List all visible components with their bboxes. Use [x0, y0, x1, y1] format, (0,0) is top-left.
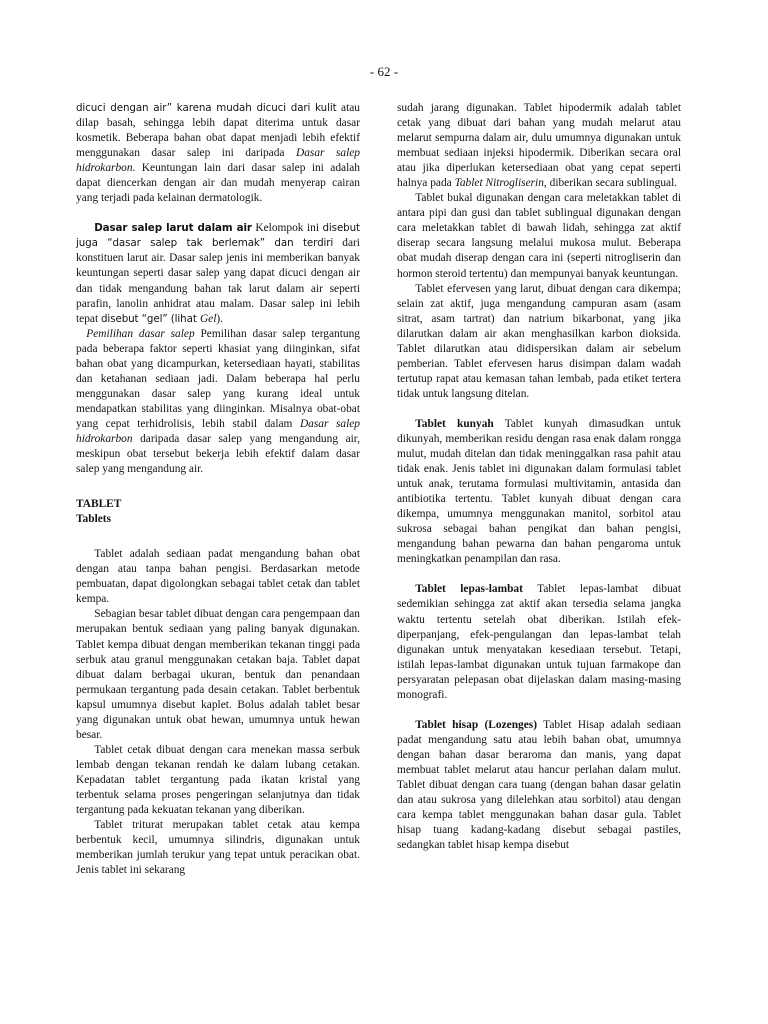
paragraph-pemilihan-dasar-salep: Pemilihan dasar salep Pemilihan dasar salep tergantung pada beberapa faktor seperti khasiat yang diinginkan, sifat bahan obat yang dicampurkan, ketersediaan hayati, stabilitas dan ketahanan sediaan jadi. Dalam beberapa hal perlu menggunakan dasar salep yang kurang ideal untuk mendapatkan stabilitas yang diinginkan. Misalnya obat-obat yang cepat terhidrolisis, lebih stabil dalam Dasar salep hidrokarbon daripada dasar salep yang mengandung air, meskipun obat tersebut bekerja lebih efektif dalam dasar salep yang mengandung air. — [76, 327, 360, 476]
paragraph-dasar-salep-larut-air: Dasar salep larut dalam air Kelompok ini disebut juga “dasar salep tak berlemak” dan terdiri dari konstituen larut air. Dasar salep jenis ini memberikan banyak keuntungan seperti dasar salep yang dapat dicuci dengan air dan tidak mengandung bahan tak larut dalam air seperti parafin, lanolin anhidrat atau malam. Dasar salep ini lebih tepat disebut “gel” (lihat Gel). — [76, 222, 360, 325]
paragraph-tablet-lepas-lambat: Tablet lepas-lambat Tablet lepas-lambat dibuat sedemikian sehingga zat aktif akan tersedia selama jangka waktu tertentu setelah obat diberikan. Istilah efek-diperpanjang, efek-pengulangan dan lepas-lambat telah digunakan untuk menyatakan kesediaan tersebut. Tetapi, istilah lepas-lambat digunakan untuk tujuan farmakope dan persyaratan pelepasan obat dijelaskan dalam masing-masing monografi. — [397, 583, 681, 701]
paragraph-tablet-definition: Tablet adalah sediaan padat mengandung bahan obat dengan atau tanpa bahan pengisi. Berdasarkan metode pembuatan, dapat digolongkan sebagai tablet cetak dan tablet kempa. — [76, 548, 360, 606]
paragraph-tablet-cetak: Tablet cetak dibuat dengan cara menekan massa serbuk lembab dengan tekanan rendah ke dalam lubang cetakan. Kepadatan tablet tergantung pada ikatan kristal yang terbentuk selama proses pengeringan selanjutnya dan tidak tergantung pada kekuatan tekanan yang diberikan. — [76, 743, 360, 817]
paragraph-tablet-hipodermik: sudah jarang digunakan. Tablet hipodermik adalah tablet cetak yang dibuat dari bahan yang mudah melarut atau melarut sempurna dalam air, dulu umumnya digunakan untuk membuat sediaan injeksi hipodermik. Diberikan secara oral atau jika diperlukan ketersediaan obat yang cepat seperti halnya pada Tablet Nitrogliserin, diberikan secara sublingual. — [397, 102, 681, 190]
paragraph-tablet-hisap: Tablet hisap (Lozenges) Tablet Hisap adalah sediaan padat mengandung satu atau lebih bahan obat, umumnya dengan bahan dasar beraroma dan manis, yang dapat membuat tablet melarut atau hancur perlahan dalam mulut. Tablet dibuat dengan cara tuang (dengan bahan dasar gelatin dan atau sukrosa yang dilelehkan atau sorbitol) atau dengan cara kempa tablet menggunakan bahan dasar gula. Tablet hisap tuang kadang-kadang disebut sebagai pastiles, sedangkan tablet hisap kempa disebut — [397, 718, 682, 852]
page-number: - 62 - — [369, 64, 399, 79]
paragraph-tablet-bukal: Tablet bukal digunakan dengan cara meletakkan tablet di antara pipi dan gusi dan tablet sublingual digunakan dengan cara meletakkan tablet di bawah lidah, sehingga zat aktif diserap secara langsung melalui mukosa mulut. Beberapa obat mudah diserap dengan cara ini (seperti nitrogliserin dan hormon steroid tertentu) dan mempunyai banyak keuntungan. — [397, 192, 681, 280]
paragraph-continuation: dicuci dengan air” karena mudah dicuci dari kulit atau dilap basah, sehingga lebih dapat diterima untuk dasar kosmetik. Beberapa bahan obat dapat menjadi lebih efektif menggunakan dasar salep ini daripada Dasar salep hidrokarbon. Keuntungan lain dari dasar salep ini adalah dapat diencerkan dengan air dan mudah menyerap cairan yang terjadi pada kelainan dermatologik. — [76, 102, 360, 205]
section-heading-tablet: TABLET Tablets — [76, 498, 122, 526]
paragraph-tablet-triturat: Tablet triturat merupakan tablet cetak atau kempa berbentuk kecil, umumnya silindris, digunakan untuk memberikan jumlah terukur yang tepat untuk peracikan obat. Jenis tablet ini sekarang — [76, 819, 360, 877]
paragraph-tablet-kunyah: Tablet kunyah Tablet kunyah dimasudkan untuk dikunyah, memberikan residu dengan rasa enak dalam rongga mulut, mudah ditelan dan tidak meninggalkan rasa pahit atau tidak enak. Jenis tablet ini digunakan dalam formulasi tablet untuk anak, terutama formulasi multivitamin, antasida dan antibiotika tertentu. Tablet kunyah dibuat dengan cara dikempa, umumnya menggunakan manitol, sorbitol atau sukrosa sebagai bahan pengikat dan bahan pengisi, mengandung bahan pewarna dan bahan pengaroma untuk meningkatkan penampilan dan rasa. — [397, 417, 681, 566]
paragraph-tablet-efervesen: Tablet efervesen yang larut, dibuat dengan cara dikempa; selain zat aktif, juga mengandung campuran asam (asam sitrat, asam tartrat) dan natrium bikarbonat, yang jika dilarutkan dalam air akan menghasilkan karbon dioksida. Tablet dilarutkan atau didispersikan dalam air sebelum pemberian. Tablet efervesen harus disimpan dalam wadah tertutup rapat atau kemasan tahan lembab, pada etiket tertera tidak untuk langsung ditelan. — [397, 282, 681, 400]
paragraph-tablet-kempa: Sebagian besar tablet dibuat dengan cara pengempaan dan merupakan bentuk sediaan yang paling banyak digunakan. Tablet kempa dibuat dengan memberikan tekanan tinggi pada serbuk atau granul menggunakan cetakan baja. Tablet dapat dibuat dalam berbagai ukuran, bentuk dan penandaan permukaan tergantung pada desain cetakan. Tablet berbentuk kapsul umumnya disebut kaplet. Bolus adalah tablet besar yang digunakan untuk obat hewan, umumnya untuk hewan besar. — [76, 608, 360, 741]
left-column — [76, 101, 360, 878]
right-column — [397, 101, 681, 853]
